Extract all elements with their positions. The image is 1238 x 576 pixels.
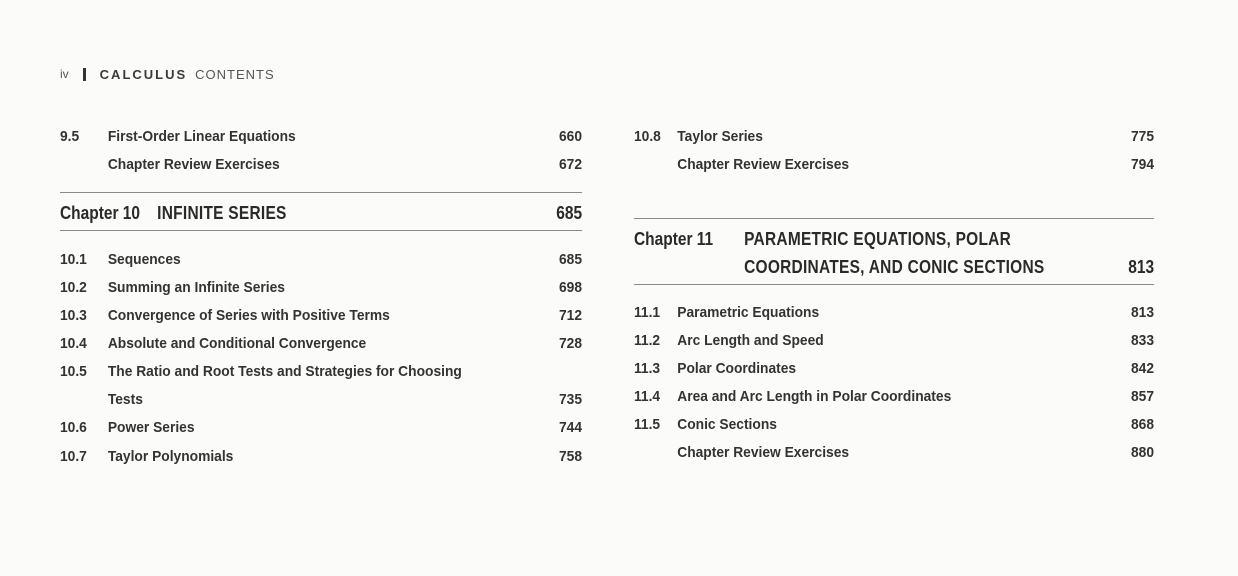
section-number: 10.7	[60, 448, 87, 465]
section-number: 10.8	[634, 128, 661, 145]
section-title: Convergence of Series with Positive Terms	[107, 307, 390, 324]
section-number: 11.1	[634, 304, 661, 321]
toc-entry[interactable]	[60, 307, 582, 331]
toc-entry[interactable]	[60, 251, 582, 275]
toc-entry[interactable]	[60, 391, 582, 415]
page-ref: 868	[1130, 416, 1155, 433]
section-title: The Ratio and Root Tests and Strategies for Choosing	[107, 363, 462, 380]
toc-entry[interactable]	[634, 332, 1154, 356]
chapter-rule-bottom	[634, 284, 1154, 285]
chapter-label: Chapter 10	[60, 203, 141, 223]
chapter-page: 813	[1128, 257, 1155, 277]
section-number: 10.6	[60, 419, 87, 436]
section-title: Absolute and Conditional Convergence	[107, 335, 367, 352]
running-header	[60, 64, 275, 84]
page-number: iv	[60, 67, 69, 81]
page-ref: 842	[1130, 360, 1155, 377]
section-title: First-Order Linear Equations	[107, 128, 296, 145]
chapter-page: 685	[556, 203, 583, 223]
page-ref: 672	[558, 156, 583, 173]
chapter-rule-top	[634, 218, 1154, 219]
section-number: 9.5	[60, 128, 80, 145]
toc-entry[interactable]	[634, 156, 1154, 180]
page-ref: 712	[558, 307, 583, 324]
section-number: 10.2	[60, 279, 87, 296]
chapter-title-line2: COORDINATES, AND CONIC SECTIONS	[744, 257, 1045, 277]
section-title: Polar Coordinates	[677, 360, 797, 377]
toc-entry[interactable]	[60, 128, 582, 152]
toc-entry[interactable]	[60, 363, 582, 387]
chapter-heading-cont	[634, 257, 1154, 283]
section-title: Tests	[107, 391, 143, 408]
section-number: 11.3	[634, 360, 661, 377]
book-title: CALCULUS	[99, 66, 188, 82]
section-title: Taylor Polynomials	[107, 448, 234, 465]
page-ref: 857	[1130, 388, 1155, 405]
page-ref: 775	[1130, 128, 1155, 145]
section-title: Arc Length and Speed	[677, 332, 824, 349]
section-title: Chapter Review Exercises	[677, 444, 850, 461]
page-ref: 685	[558, 251, 583, 268]
section-title: Chapter Review Exercises	[107, 156, 280, 173]
section-title: Power Series	[107, 419, 195, 436]
toc-entry[interactable]	[60, 279, 582, 303]
toc-entry[interactable]	[60, 419, 582, 443]
page-ref: 660	[558, 128, 583, 145]
chapter-rule-bottom	[60, 230, 582, 231]
section-number: 11.5	[634, 416, 661, 433]
page-ref: 833	[1130, 332, 1155, 349]
header-divider	[83, 68, 86, 81]
toc-entry[interactable]	[634, 416, 1154, 440]
toc-entry[interactable]	[634, 388, 1154, 412]
page-ref: 728	[558, 335, 583, 352]
section-title: Conic Sections	[677, 416, 777, 433]
section-title: CONTENTS	[195, 66, 275, 82]
page-ref: 744	[558, 419, 583, 436]
section-title: Area and Arc Length in Polar Coordinates	[677, 388, 952, 405]
section-number: 10.4	[60, 335, 87, 352]
page-ref: 758	[558, 448, 583, 465]
toc-entry[interactable]	[634, 360, 1154, 384]
section-number: 11.4	[634, 388, 661, 405]
chapter-title-line1: PARAMETRIC EQUATIONS, POLAR	[744, 229, 1012, 249]
toc-entry[interactable]	[60, 448, 582, 472]
page-ref: 880	[1130, 444, 1155, 461]
section-number: 11.2	[634, 332, 661, 349]
toc-entry[interactable]	[60, 335, 582, 359]
section-title: Chapter Review Exercises	[677, 156, 850, 173]
section-number: 10.1	[60, 251, 87, 268]
section-title: Summing an Infinite Series	[107, 279, 285, 296]
page-ref: 735	[558, 391, 583, 408]
toc-entry[interactable]	[634, 444, 1154, 468]
section-number: 10.3	[60, 307, 87, 324]
page-ref: 813	[1130, 304, 1155, 321]
page-ref: 698	[558, 279, 583, 296]
chapter-label: Chapter 11	[634, 229, 714, 249]
chapter-title: INFINITE SERIES	[157, 203, 287, 223]
page-ref: 794	[1130, 156, 1155, 173]
toc-entry[interactable]	[60, 156, 582, 180]
chapter-rule-top	[60, 192, 582, 193]
toc-entry[interactable]	[634, 304, 1154, 328]
section-number: 10.5	[60, 363, 87, 380]
chapter-heading[interactable]	[634, 229, 1154, 255]
section-title: Parametric Equations	[677, 304, 820, 321]
section-title: Sequences	[107, 251, 181, 268]
toc-entry[interactable]	[634, 128, 1154, 152]
section-title: Taylor Series	[677, 128, 763, 145]
